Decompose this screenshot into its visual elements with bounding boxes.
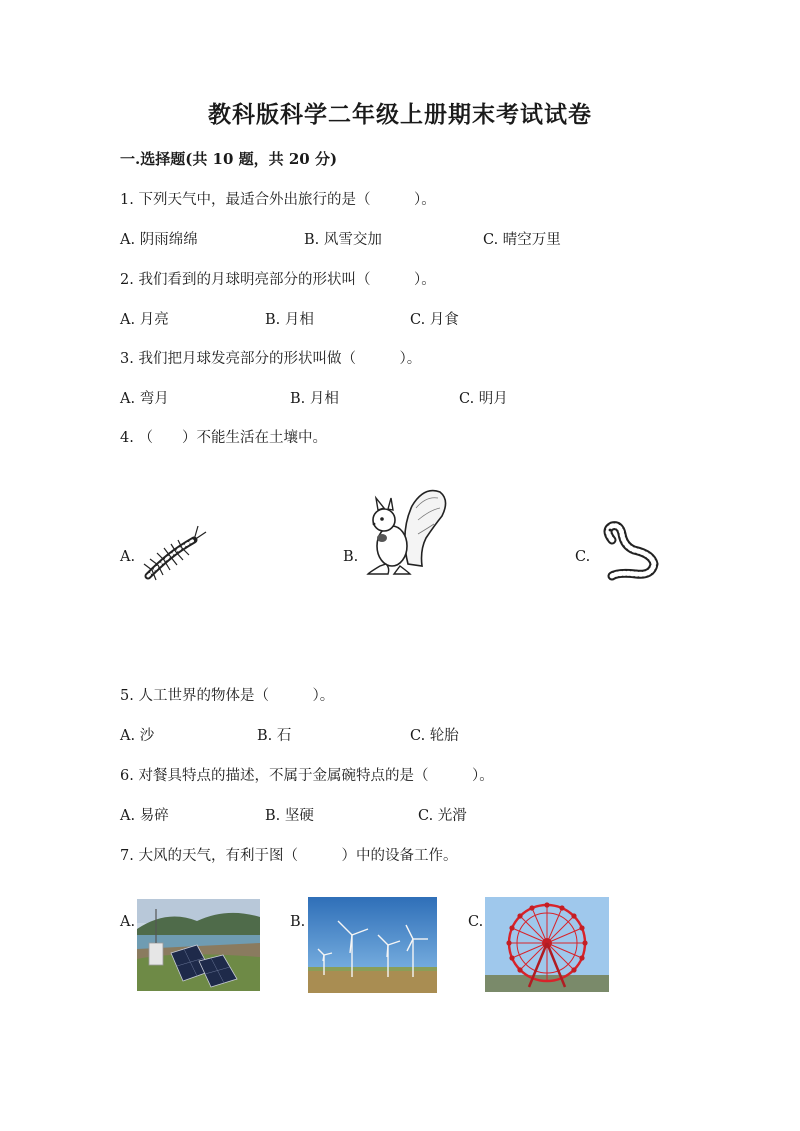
question-2-option-c[interactable]: C. 月食 xyxy=(410,312,459,328)
solar-panel-photo xyxy=(137,899,260,991)
question-5: 5. 人工世界的物体是（ ）。 xyxy=(120,688,335,704)
question-3-option-b[interactable]: B. 月相 xyxy=(290,391,339,407)
question-6-option-c[interactable]: C. 光滑 xyxy=(418,808,467,824)
question-7: 7. 大风的天气，有利于图（ ）中的设备工作。 xyxy=(120,848,458,864)
question-6-option-a[interactable]: A. 易碎 xyxy=(120,808,169,824)
question-4: 4. （ ）不能生活在土壤中。 xyxy=(120,430,327,446)
question-5-option-a[interactable]: A. 沙 xyxy=(120,728,155,744)
question-7-option-c[interactable]: C. xyxy=(468,914,484,930)
question-5-option-c[interactable]: C. 轮胎 xyxy=(410,728,459,744)
question-6-option-b[interactable]: B. 坚硬 xyxy=(265,808,314,824)
question-2-option-b[interactable]: B. 月相 xyxy=(265,312,314,328)
question-3-option-a[interactable]: A. 弯月 xyxy=(120,391,169,407)
question-2: 2. 我们看到的月球明亮部分的形状叫（ ）。 xyxy=(120,272,436,288)
question-2-option-a[interactable]: A. 月亮 xyxy=(120,312,169,328)
question-6: 6. 对餐具特点的描述，不属于金属碗特点的是（ ）。 xyxy=(120,768,494,784)
question-7-option-a[interactable]: A. xyxy=(120,914,136,930)
page-title: 教科版科学二年级上册期末考试试卷 xyxy=(208,101,592,128)
wind-turbine-photo xyxy=(308,897,437,993)
question-1-option-c[interactable]: C. 晴空万里 xyxy=(483,232,561,248)
question-1-option-b[interactable]: B. 风雪交加 xyxy=(304,232,382,248)
question-4-option-a[interactable]: A. xyxy=(120,549,136,565)
earthworm-drawing xyxy=(598,520,666,582)
centipede-drawing xyxy=(138,520,210,582)
ferris-wheel-photo xyxy=(485,897,609,992)
question-7-option-b[interactable]: B. xyxy=(290,914,306,930)
squirrel-drawing xyxy=(360,484,450,578)
question-4-option-b[interactable]: B. xyxy=(343,549,359,565)
question-1: 1. 下列天气中，最适合外出旅行的是（ ）。 xyxy=(120,192,436,208)
section-heading: 一.选择题(共 10 题，共 20 分) xyxy=(120,150,338,168)
question-3: 3. 我们把月球发亮部分的形状叫做（ ）。 xyxy=(120,351,422,367)
question-3-option-c[interactable]: C. 明月 xyxy=(459,391,508,407)
question-5-option-b[interactable]: B. 石 xyxy=(257,728,292,744)
question-4-option-c[interactable]: C. xyxy=(575,549,591,565)
question-1-option-a[interactable]: A. 阴雨绵绵 xyxy=(120,232,198,248)
